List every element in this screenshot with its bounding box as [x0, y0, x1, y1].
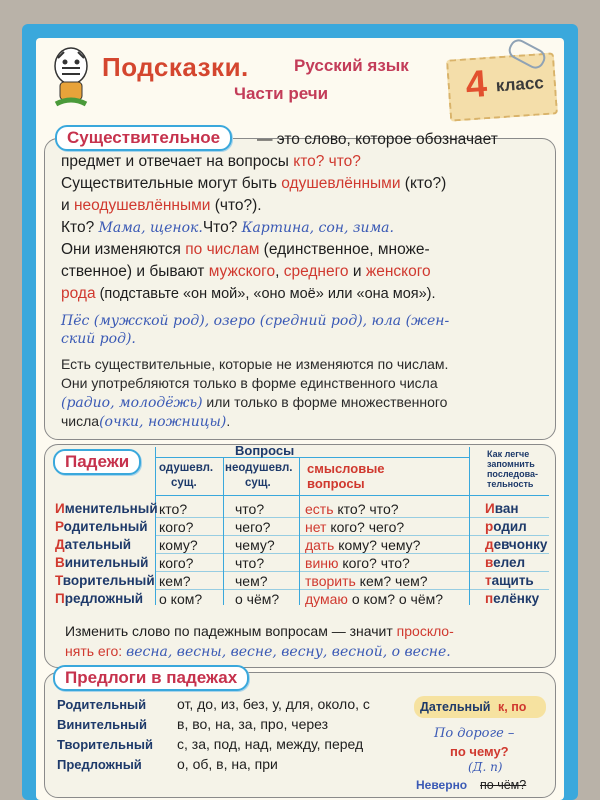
dative-question: по чему?	[450, 744, 509, 759]
noun-note-line1: Есть существительные, которые не изменяются по числам.	[61, 356, 449, 372]
memorize-word: тащить	[485, 573, 534, 588]
inanimate-column-header: неодушевл. сущ.	[225, 462, 293, 489]
poster-sheet	[36, 38, 564, 800]
animate-question: о ком?	[159, 591, 203, 607]
preposition-list: в, во, на, за, про, через	[177, 716, 329, 732]
dative-prepositions: к, по	[498, 700, 527, 714]
memorize-word: Иван	[485, 501, 519, 516]
table-rule	[299, 457, 300, 605]
wrong-label: Неверно	[416, 778, 468, 792]
poster-title: Подсказки.	[102, 52, 249, 82]
wrong-question: по чём?	[480, 778, 527, 792]
table-rule	[155, 589, 549, 590]
animate-question: кем?	[159, 573, 191, 589]
semantic-question: творить кем? чем?	[305, 573, 428, 589]
case-name: Предложный	[55, 591, 144, 606]
preposition-list: с, за, под, над, между, перед	[177, 736, 364, 752]
noun-inanimate-line: и неодушевлёнными (что?).	[61, 197, 262, 214]
animate-question: кому?	[159, 537, 198, 553]
inanimate-question: чему?	[235, 537, 275, 553]
table-rule	[155, 495, 549, 496]
semantic-question: есть кто? что?	[305, 501, 399, 517]
table-rule	[469, 447, 470, 605]
table-rule	[223, 457, 224, 605]
preposition-case: Предложный	[57, 757, 142, 772]
noun-definition-line1: — это слово, которое обозначает	[257, 131, 498, 148]
dative-note	[414, 696, 546, 794]
preposition-list: от, до, из, без, у, для, около, с	[177, 696, 370, 712]
noun-section	[44, 128, 556, 440]
noun-note-line2: Они употребляются только в форме единственного числа	[61, 375, 438, 391]
semantic-column-header: смысловые вопросы	[307, 461, 385, 491]
noun-examples-line: Кто? Мама, щенок.Что? Картина, сон, зима.	[61, 219, 394, 236]
noun-number-line: Они изменяются по числам (единственное, множе-	[61, 241, 430, 258]
declension-line1: Изменить слово по падежным вопросам — значит просклo-	[65, 623, 454, 639]
noun-gender-handwritten-1: Пёс (мужской род), озеро (средний род), юла (жен-	[61, 313, 450, 329]
noun-note-line3: (радио, молодёжь) или только в форме множественного	[61, 394, 448, 411]
table-rule	[155, 447, 156, 605]
preposition-case: Винительный	[57, 717, 148, 732]
animate-column-header: одушевл. сущ.	[159, 462, 214, 489]
dative-label: Дательный	[420, 700, 491, 714]
cases-section-tag: Падежи	[53, 449, 141, 475]
case-name: Именительный	[55, 501, 158, 516]
table-rule	[155, 571, 549, 572]
declension-line2: нять его: весна, весны, весне, весну, весной, о весне.	[65, 643, 451, 660]
table-rule	[155, 535, 549, 536]
memorize-word: девчонку	[485, 537, 548, 552]
inanimate-question: чего?	[235, 519, 271, 535]
semantic-question: виню кого? что?	[305, 555, 410, 571]
table-rule	[155, 517, 549, 518]
inanimate-question: что?	[235, 555, 265, 571]
poster-frame	[22, 24, 578, 800]
table-rule	[155, 457, 469, 458]
grade-label: класс	[495, 73, 545, 96]
noun-gender-line: ственное) и бывают мужского, среднего и женского	[61, 263, 431, 280]
memorize-word: родил	[485, 519, 527, 534]
animate-question: кто?	[159, 501, 188, 517]
poster-subtitle: Части речи	[234, 84, 329, 103]
noun-definition-line2: предмет и отвечает на вопросы кто? что?	[61, 153, 361, 170]
memorize-column-header: Как легче запомнить последова- тельность	[487, 449, 539, 489]
dative-case-handwritten: (Д. п)	[468, 760, 503, 774]
inanimate-question: о чём?	[235, 591, 280, 607]
preposition-case: Родительный	[57, 697, 147, 712]
case-name: Родительный	[55, 519, 148, 534]
questions-header: Вопросы	[235, 443, 295, 458]
noun-animate-line: Существительные могут быть одушевлёнными (кто?)	[61, 175, 447, 192]
preposition-list: о, об, в, на, при	[177, 756, 278, 772]
dative-example-handwritten: По дороге –	[434, 726, 515, 741]
poster-subject: Русский язык	[294, 56, 409, 75]
noun-gender-hint-line: рода (подставьте «он мой», «оно моё» или «она моя»).	[61, 285, 436, 302]
noun-section-tag: Существительное	[55, 125, 232, 151]
semantic-question: думаю о ком? о чём?	[305, 591, 444, 607]
case-name: Дательный	[55, 537, 132, 552]
prepositions-section-tag: Предлоги в падежах	[53, 665, 249, 691]
table-rule	[155, 553, 549, 554]
zebra-mascot-icon	[48, 46, 94, 110]
animate-question: кого?	[159, 519, 194, 535]
memorize-word: велел	[485, 555, 526, 570]
case-name: Винительный	[55, 555, 149, 570]
case-name: Творительный	[55, 573, 155, 588]
animate-question: кого?	[159, 555, 194, 571]
noun-gender-handwritten-2: ский род).	[61, 331, 136, 347]
inanimate-question: чем?	[235, 573, 268, 589]
semantic-question: дать кому? чему?	[305, 537, 421, 553]
noun-note-line4: числа(очки, ножницы).	[61, 413, 231, 430]
grade-number: 4	[464, 63, 489, 107]
semantic-question: нет кого? чего?	[305, 519, 405, 535]
cases-section	[44, 444, 556, 668]
preposition-case: Творительный	[57, 737, 153, 752]
inanimate-question: что?	[235, 501, 265, 517]
memorize-word: пелёнку	[485, 591, 540, 606]
